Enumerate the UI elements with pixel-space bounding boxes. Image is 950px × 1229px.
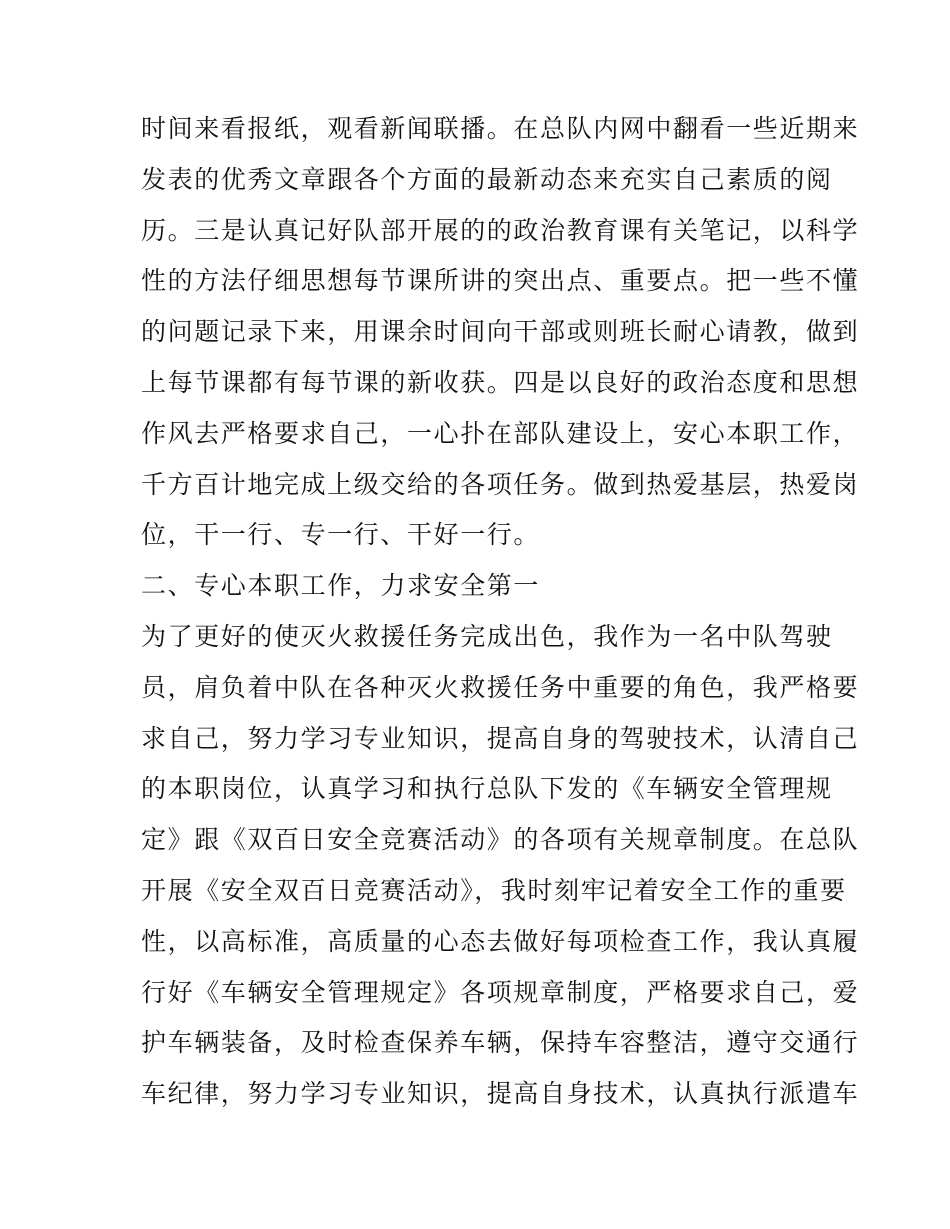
text-line: 位，干一行、专一行、干好一行。 bbox=[141, 520, 541, 550]
text-line: 的本职岗位，认真学习和执行总队下发的《车辆安全管理规 bbox=[141, 774, 833, 804]
text-line: 求自己，努力学习专业知识，提高自身的驾驶技术，认清自己 bbox=[141, 723, 860, 753]
text-line: 行好《车辆安全管理规定》各项规章制度，严格要求自己，爱 bbox=[141, 977, 860, 1007]
text-line: 历。三是认真记好队部开展的的政治教育课有关笔记，以科学 bbox=[141, 215, 860, 245]
text-line: 性，以高标准，高质量的心态去做好每项检查工作，我认真履 bbox=[141, 926, 860, 956]
text-line: 开展《安全双百日竞赛活动》，我时刻牢记着安全工作的重要 bbox=[141, 875, 847, 905]
document-body bbox=[141, 104, 860, 1120]
text-line: 护车辆装备，及时检查保养车辆，保持车容整洁，遵守交通行 bbox=[141, 1028, 860, 1058]
text-line: 发表的优秀文章跟各个方面的最新动态来充实自己素质的阅 bbox=[141, 164, 833, 194]
section-heading: 二、专心本职工作，力求安全第一 bbox=[141, 571, 541, 601]
text-line: 为了更好的使灭火救援任务完成出色，我作为一名中队驾驶 bbox=[141, 621, 833, 651]
text-line: 性的方法仔细思想每节课所讲的突出点、重要点。把一些不懂 bbox=[141, 266, 860, 296]
text-line: 时间来看报纸，观看新闻联播。在总队内网中翻看一些近期来 bbox=[141, 114, 860, 143]
text-line: 的问题记录下来，用课余时间向干部或则班长耐心请教，做到 bbox=[141, 317, 860, 347]
text-line: 员，肩负着中队在各种灭火救援任务中重要的角色，我严格要 bbox=[141, 672, 860, 702]
text-line: 千方百计地完成上级交给的各项任务。做到热爱基层，热爱岗 bbox=[141, 469, 860, 499]
text-line: 上每节课都有每节课的新收获。四是以良好的政治态度和思想 bbox=[141, 367, 860, 397]
text-line: 作风去严格要求自己，一心扑在部队建设上，安心本职工作， bbox=[141, 418, 860, 448]
text-line: 定》跟《双百日安全竞赛活动》的各项有关规章制度。在总队 bbox=[141, 825, 860, 855]
text-line: 车纪律，努力学习专业知识，提高自身技术，认真执行派遣车 bbox=[141, 1079, 860, 1109]
